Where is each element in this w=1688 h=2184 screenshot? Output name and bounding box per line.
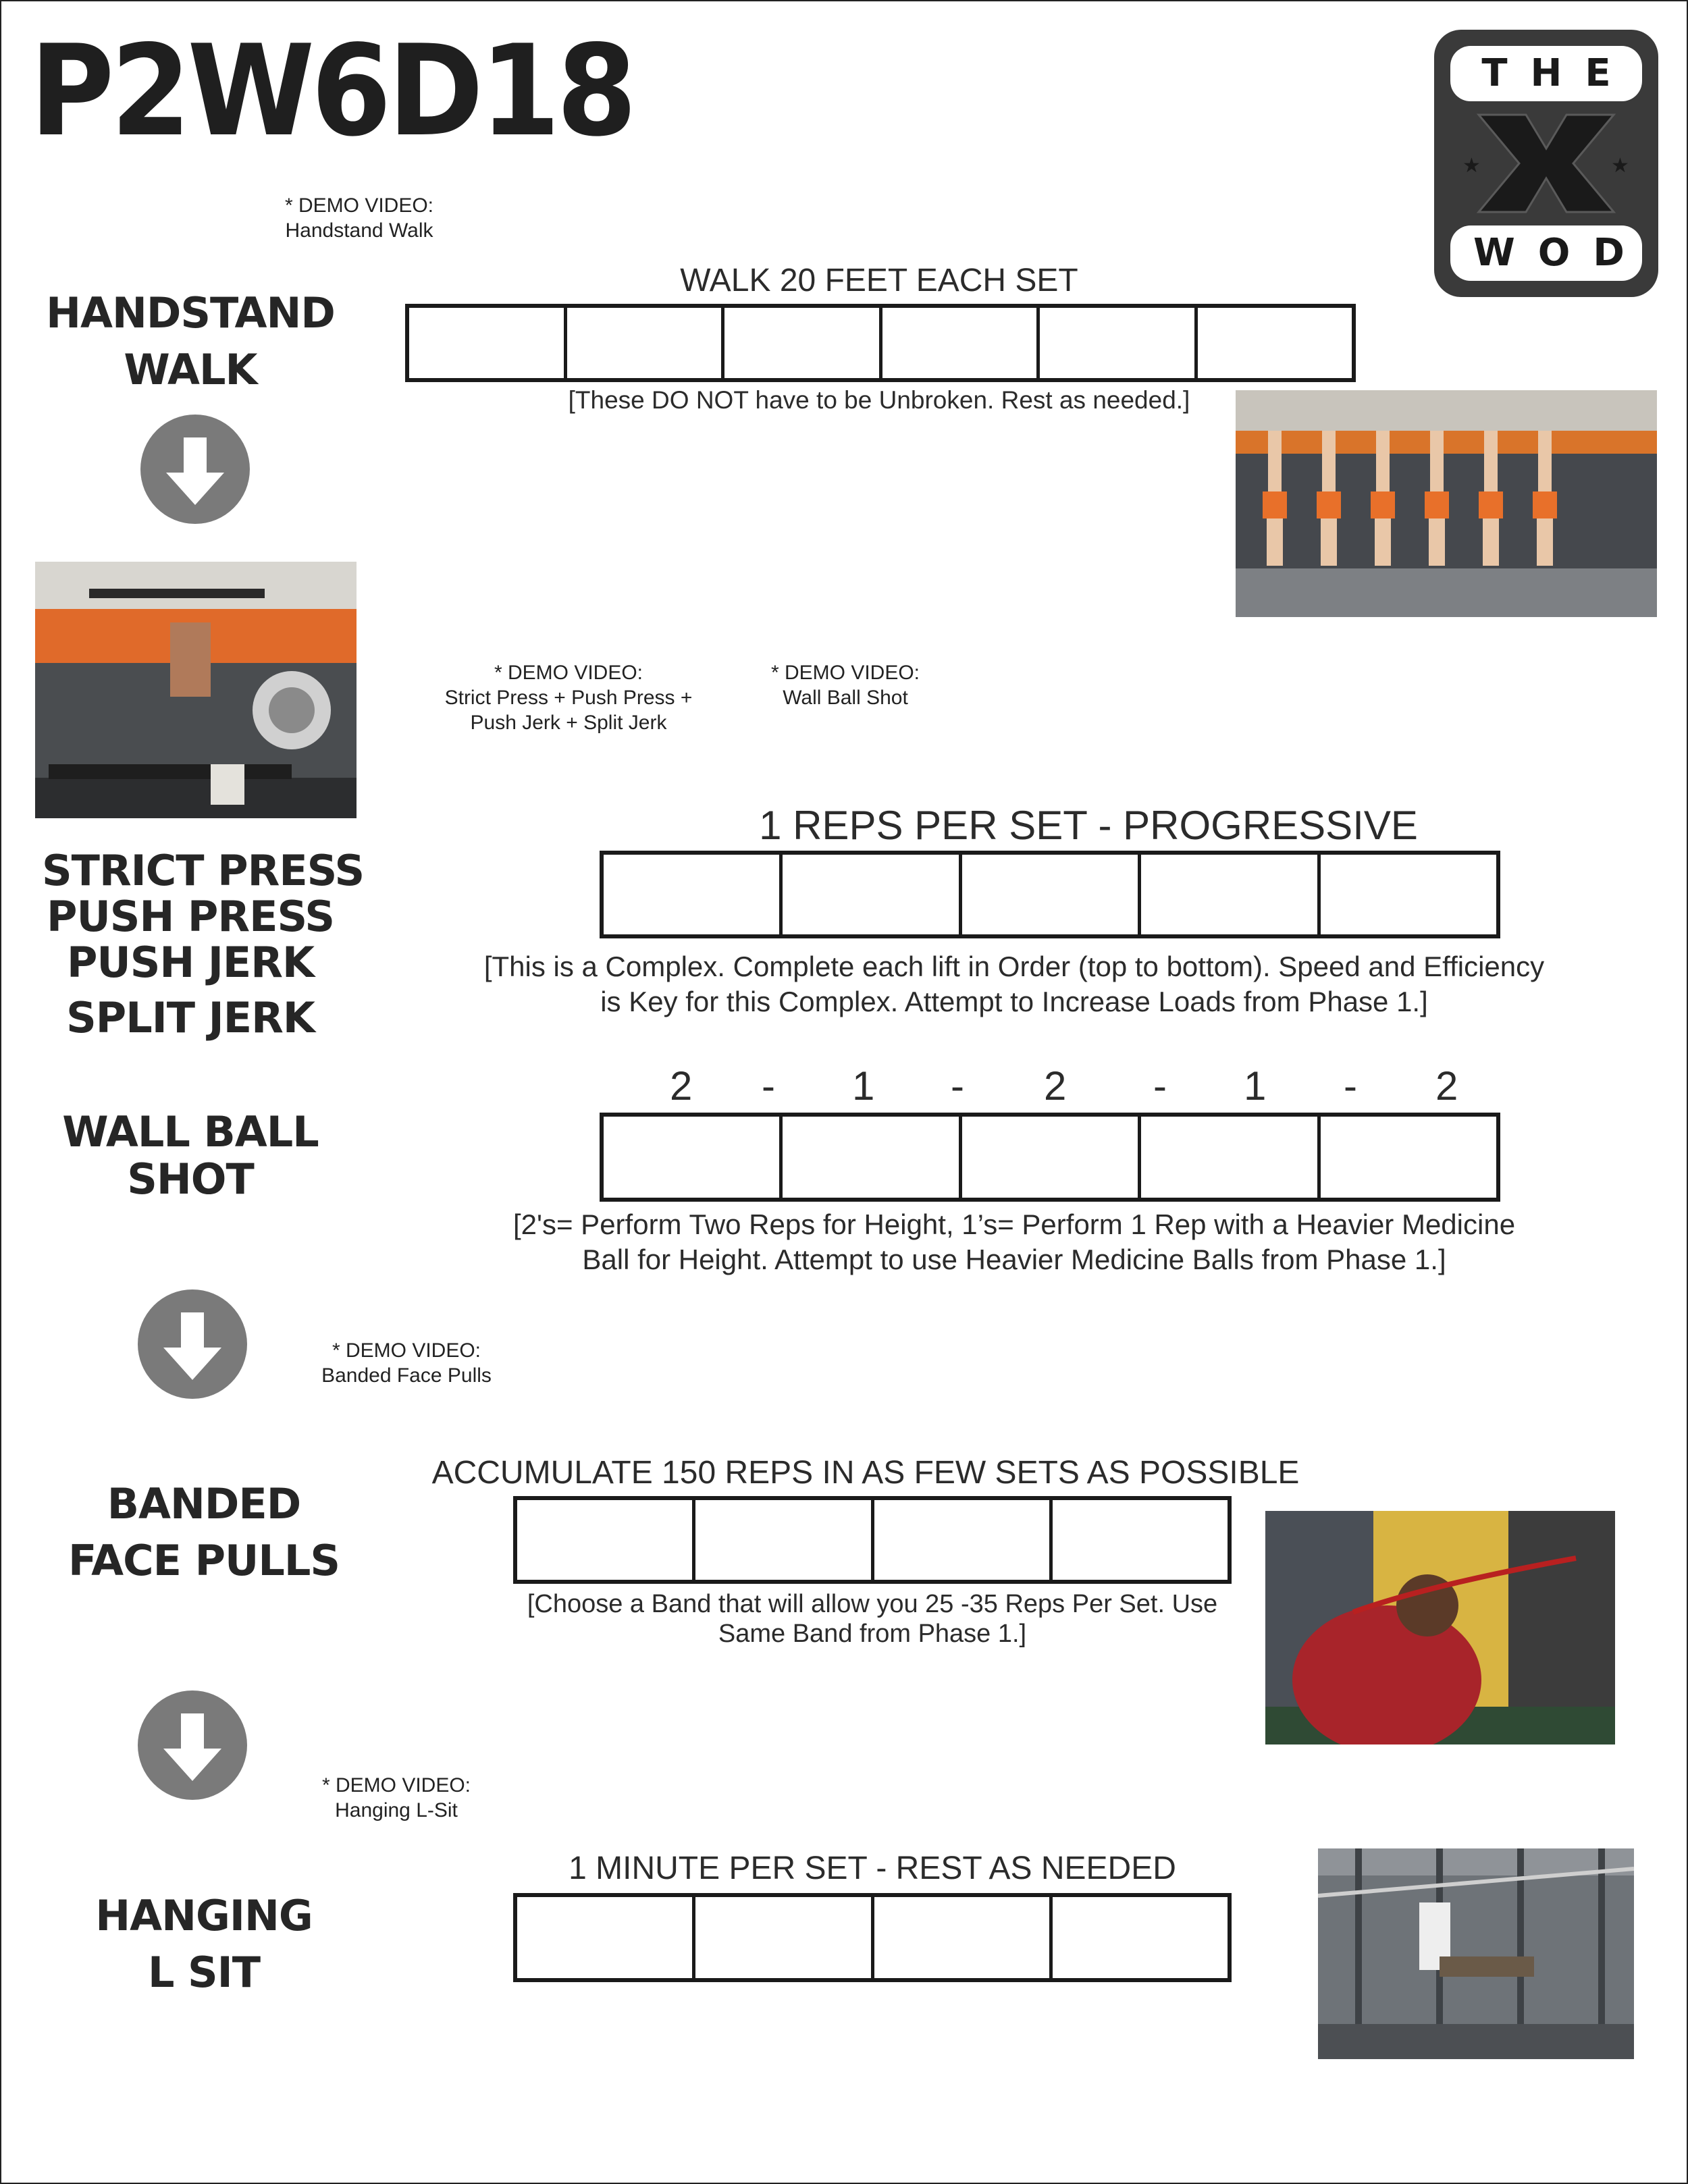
rep-count: 2	[1435, 1063, 1458, 1109]
exercise-label-line: PUSH PRESS	[47, 892, 334, 941]
set-box[interactable]	[962, 855, 1141, 934]
set-box[interactable]	[724, 308, 882, 378]
set-box[interactable]	[1321, 855, 1496, 934]
svg-text:★: ★	[1611, 154, 1629, 178]
set-box[interactable]	[695, 1897, 874, 1978]
svg-text:★: ★	[1462, 154, 1481, 178]
demo-video-name: Strict Press + Push Press +	[444, 687, 693, 709]
demo-video-name: Banded Face Pulls	[321, 1364, 492, 1387]
demo-video-name: Handstand Walk	[285, 219, 433, 242]
face-pulls-note	[474, 1589, 1271, 1649]
press-note	[406, 949, 1622, 1019]
set-box[interactable]	[962, 1117, 1141, 1198]
demo-video-label: * DEMO VIDEO:	[284, 194, 434, 217]
rep-count: 2	[670, 1063, 693, 1109]
rep-count: 1	[852, 1063, 875, 1109]
l-sit-set-boxes	[513, 1893, 1232, 1982]
exercise-label-line: SPLIT JERK	[66, 993, 315, 1042]
handstand-walk-photo	[1236, 390, 1657, 617]
the-x-wod-logo	[1431, 27, 1661, 300]
handstand-note: [These DO NOT have to be Unbroken. Rest as needed.]	[568, 386, 1190, 414]
exercise-label-line: FACE PULLS	[68, 1536, 340, 1585]
hanging-l-sit-photo	[1318, 1848, 1634, 2059]
logo-text-bottom: WOD	[1473, 231, 1647, 275]
note-line: [Choose a Band that will allow you 25 -35 Reps Per Set. Use	[527, 1590, 1218, 1618]
press-heading: 1 REPS PER SET - PROGRESSIVE	[759, 803, 1418, 848]
set-box[interactable]	[1321, 1117, 1496, 1198]
demo-video-name: Wall Ball Shot	[783, 687, 908, 709]
note-line: is Key for this Complex. Attempt to Increase Loads from Phase 1.]	[600, 986, 1428, 1017]
set-box[interactable]	[1198, 308, 1352, 378]
down-arrow-icon	[140, 415, 250, 524]
handstand-heading: WALK 20 FEET EACH SET	[680, 263, 1078, 298]
set-box[interactable]	[604, 855, 783, 934]
sequence-separator: -	[1153, 1063, 1167, 1109]
demo-video-name: Push Jerk + Split Jerk	[470, 712, 667, 734]
note-line: [2's= Perform Two Reps for Height, 1’s= Perform 1 Rep with a Heavier Medicine	[512, 1208, 1516, 1240]
set-box[interactable]	[567, 308, 725, 378]
exercise-label-banded-face-pulls	[55, 1476, 352, 1589]
rep-count: 2	[1044, 1063, 1067, 1109]
set-box[interactable]	[1040, 308, 1198, 378]
demo-video-link-press-complex[interactable]	[420, 660, 717, 735]
set-box[interactable]	[874, 1500, 1053, 1580]
rep-count: 1	[1244, 1063, 1267, 1109]
page-title: P2W6D18	[30, 18, 633, 164]
logo-text-top: THE	[1481, 51, 1634, 95]
exercise-label-press-complex	[42, 846, 365, 1042]
strict-press-photo	[35, 562, 357, 818]
exercise-label-line: WALL BALL	[62, 1107, 319, 1156]
exercise-label-line: L SIT	[147, 1948, 261, 1997]
demo-video-label: * DEMO VIDEO:	[770, 662, 920, 684]
l-sit-heading: 1 MINUTE PER SET - REST AS NEEDED	[569, 1850, 1176, 1886]
exercise-label-line: SHOT	[127, 1154, 254, 1204]
set-box[interactable]	[1141, 1117, 1320, 1198]
note-line: [This is a Complex. Complete each lift in Order (top to bottom). Speed and Efficiency	[483, 951, 1545, 982]
exercise-label-hanging-l-sit	[55, 1888, 352, 2001]
set-box[interactable]	[882, 308, 1040, 378]
demo-video-label: * DEMO VIDEO:	[332, 1339, 481, 1362]
set-box[interactable]	[409, 308, 567, 378]
down-arrow-icon	[138, 1690, 247, 1800]
note-line: Same Band from Phase 1.]	[718, 1620, 1027, 1648]
set-box[interactable]	[517, 1897, 695, 1978]
demo-video-link-wall-ball[interactable]	[744, 660, 947, 710]
demo-video-link-handstand[interactable]	[244, 193, 474, 243]
exercise-label-line: WALK	[124, 345, 257, 394]
exercise-label-handstand-walk	[42, 285, 339, 398]
exercise-label-line: HANDSTAND	[46, 288, 335, 338]
demo-video-link-hanging-l-sit[interactable]	[298, 1773, 494, 1823]
exercise-label-line: HANGING	[95, 1891, 313, 1940]
set-box[interactable]	[1053, 1897, 1228, 1978]
demo-video-link-face-pulls[interactable]	[298, 1338, 515, 1388]
sequence-separator: -	[1344, 1063, 1357, 1109]
exercise-label-wall-ball	[42, 1109, 339, 1203]
press-set-boxes	[600, 851, 1500, 938]
wall-ball-note	[406, 1207, 1622, 1277]
sequence-separator: -	[762, 1063, 775, 1109]
set-box[interactable]	[874, 1897, 1053, 1978]
face-pulls-set-boxes	[513, 1496, 1232, 1584]
wall-ball-set-boxes	[600, 1113, 1500, 1202]
set-box[interactable]	[1053, 1500, 1228, 1580]
wall-ball-rep-sequence	[1, 1063, 1687, 1110]
set-box[interactable]	[604, 1117, 783, 1198]
face-pulls-heading: ACCUMULATE 150 REPS IN AS FEW SETS AS POSSIBLE	[431, 1455, 1300, 1491]
set-box[interactable]	[517, 1500, 695, 1580]
note-line: Ball for Height. Attempt to use Heavier Medicine Balls from Phase 1.]	[582, 1244, 1446, 1275]
exercise-label-line: BANDED	[107, 1479, 301, 1528]
banded-face-pulls-photo	[1265, 1511, 1615, 1744]
set-box[interactable]	[783, 1117, 961, 1198]
set-box[interactable]	[783, 855, 961, 934]
handstand-set-boxes	[405, 304, 1356, 382]
demo-video-name: Hanging L-Sit	[335, 1799, 458, 1821]
set-box[interactable]	[695, 1500, 874, 1580]
exercise-label-line: PUSH JERK	[66, 938, 315, 987]
sequence-separator: -	[951, 1063, 964, 1109]
set-box[interactable]	[1141, 855, 1320, 934]
exercise-label-line: STRICT PRESS	[42, 846, 365, 895]
demo-video-label: * DEMO VIDEO:	[494, 662, 643, 684]
demo-video-label: * DEMO VIDEO:	[321, 1774, 471, 1796]
down-arrow-icon	[138, 1289, 247, 1399]
